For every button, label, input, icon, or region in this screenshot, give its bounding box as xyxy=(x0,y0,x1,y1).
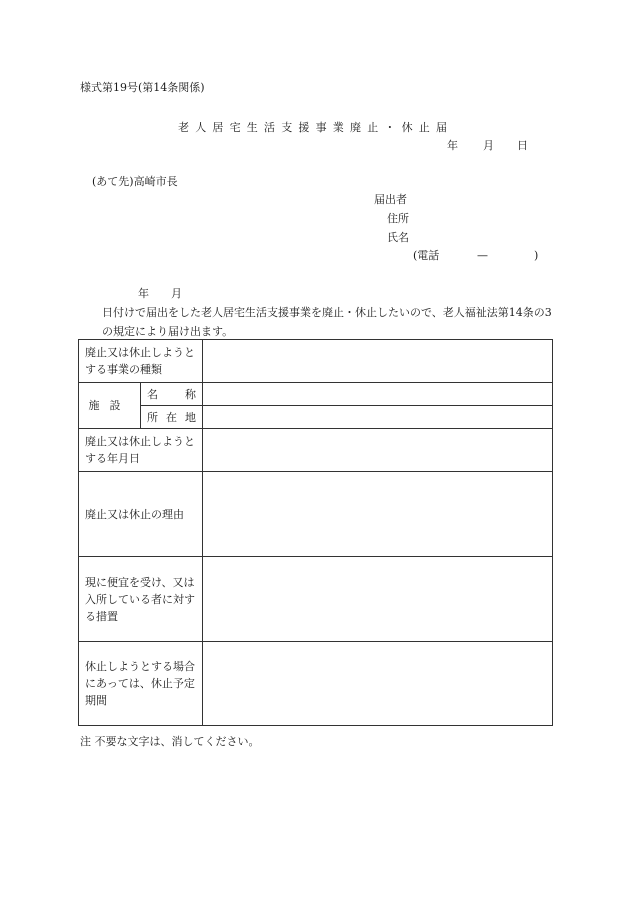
phone-close: ) xyxy=(534,249,539,262)
address-label: 住所 xyxy=(387,212,409,225)
document-title: 老人居宅生活支援事業廃止・休止届 xyxy=(178,121,454,134)
facility-label: 施設 xyxy=(79,383,141,429)
measures-label: 現に便宜を受け、又は入所している者に対する措置 xyxy=(79,557,203,642)
facility-location-field[interactable] xyxy=(203,406,553,429)
addressee: (あて先)高崎市長 xyxy=(92,175,178,188)
notifier-label: 届出者 xyxy=(374,193,407,206)
body-month: 月 xyxy=(171,287,182,300)
reason-field[interactable] xyxy=(203,472,553,557)
footnote: 注 不要な文字は、消してください。 xyxy=(80,735,260,748)
date-month-label: 月 xyxy=(483,139,494,152)
business-type-field[interactable] xyxy=(203,340,553,383)
name-label: 氏名 xyxy=(387,231,409,244)
phone-label: (電話 xyxy=(413,249,440,262)
body-text: 日付けで届出をした老人居宅生活支援事業を廃止・休止したいので、老人福祉法第14条の3の規定により届け出ます。 xyxy=(102,306,552,338)
suspension-period-field[interactable] xyxy=(203,642,553,726)
date-day-label: 日 xyxy=(517,139,528,152)
reason-label: 廃止又は休止の理由 xyxy=(79,472,203,557)
closure-date-label: 廃止又は休止しようとする年月日 xyxy=(79,429,203,472)
date-year-label: 年 xyxy=(447,139,458,152)
body-year: 年 xyxy=(138,287,149,300)
phone-dash: — xyxy=(477,249,488,262)
notification-table xyxy=(78,339,553,726)
facility-name-field[interactable] xyxy=(203,383,553,406)
facility-name-label: 名 称 xyxy=(141,383,203,406)
suspension-period-label: 休止しようとする場合にあっては、休止予定期間 xyxy=(79,642,203,726)
business-type-label: 廃止又は休止しようとする事業の種類 xyxy=(79,340,203,383)
measures-field[interactable] xyxy=(203,557,553,642)
closure-date-field[interactable] xyxy=(203,429,553,472)
body-paragraph xyxy=(80,284,554,341)
facility-location-label: 所 在 地 xyxy=(141,406,203,429)
form-number: 様式第19号(第14条関係) xyxy=(80,81,205,94)
